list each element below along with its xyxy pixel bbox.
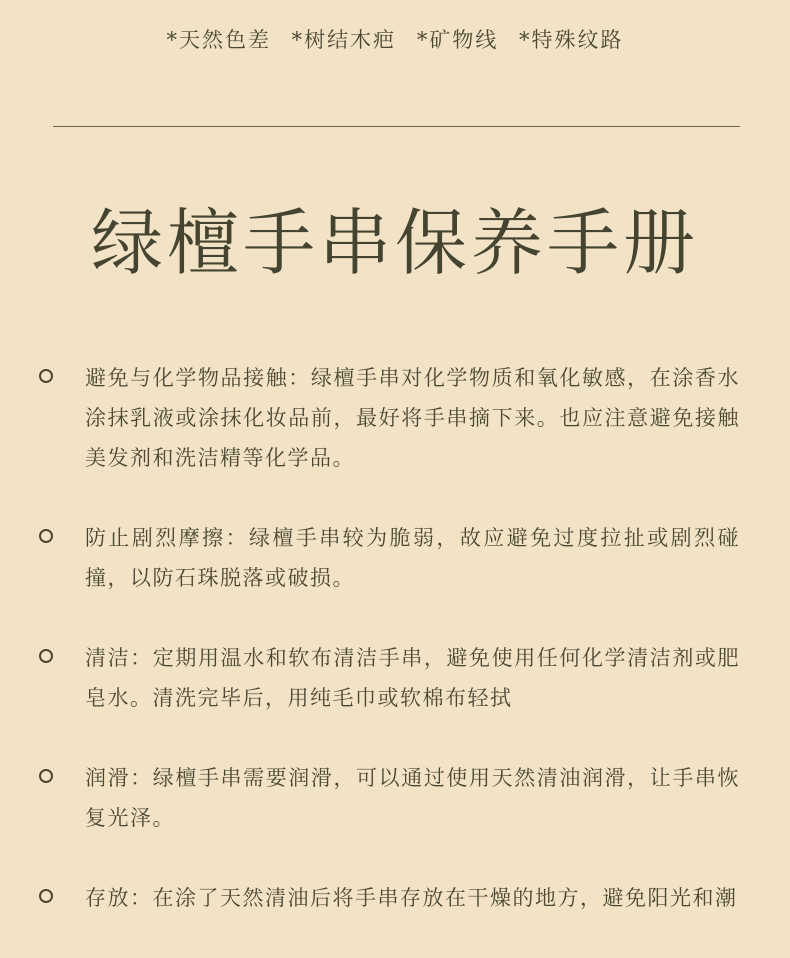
tag-mineral-lines: *矿物线 xyxy=(416,28,499,52)
tag-natural-color-difference: *天然色差 xyxy=(166,28,271,52)
feature-tags xyxy=(0,24,790,54)
page-title: 绿檀手串保养手册 xyxy=(90,201,699,285)
list-item xyxy=(0,758,790,838)
care-instructions-list xyxy=(0,358,790,958)
list-item-text: 润滑：绿檀手串需要润滑，可以通过使用天然清油润滑，让手串恢复光泽。 xyxy=(85,766,740,830)
tag-special-grain: *特殊纹路 xyxy=(519,28,624,52)
list-item-text: 防止剧烈摩擦：绿檀手串较为脆弱，故应避免过度拉扯或剧烈碰撞，以防石珠脱落或破损。 xyxy=(85,526,740,590)
list-item xyxy=(0,358,790,478)
list-item-text: 避免与化学物品接触：绿檀手串对化学物质和氧化敏感，在涂香水涂抹乳液或涂抹化妆品前，最好将手串摘下来。也应注意避免接触美发剂和洗洁精等化学品。 xyxy=(85,366,740,470)
list-item xyxy=(0,878,790,918)
circle-bullet-icon xyxy=(39,369,53,383)
tag-knots-scars: *树结木疤 xyxy=(291,28,397,52)
list-item-text: 存放：在涂了天然清油后将手串存放在干燥的地方，避免阳光和潮 xyxy=(85,886,738,910)
list-item xyxy=(0,638,790,718)
list-item xyxy=(0,518,790,598)
circle-bullet-icon xyxy=(39,889,53,903)
list-item-text: 清洁：定期用温水和软布清洁手串，避免使用任何化学清洁剂或肥皂水。清洗完毕后，用纯毛巾或软棉布轻拭 xyxy=(85,646,740,710)
divider-line xyxy=(53,126,740,127)
circle-bullet-icon xyxy=(39,649,53,663)
circle-bullet-icon xyxy=(39,769,53,783)
circle-bullet-icon xyxy=(39,529,53,543)
